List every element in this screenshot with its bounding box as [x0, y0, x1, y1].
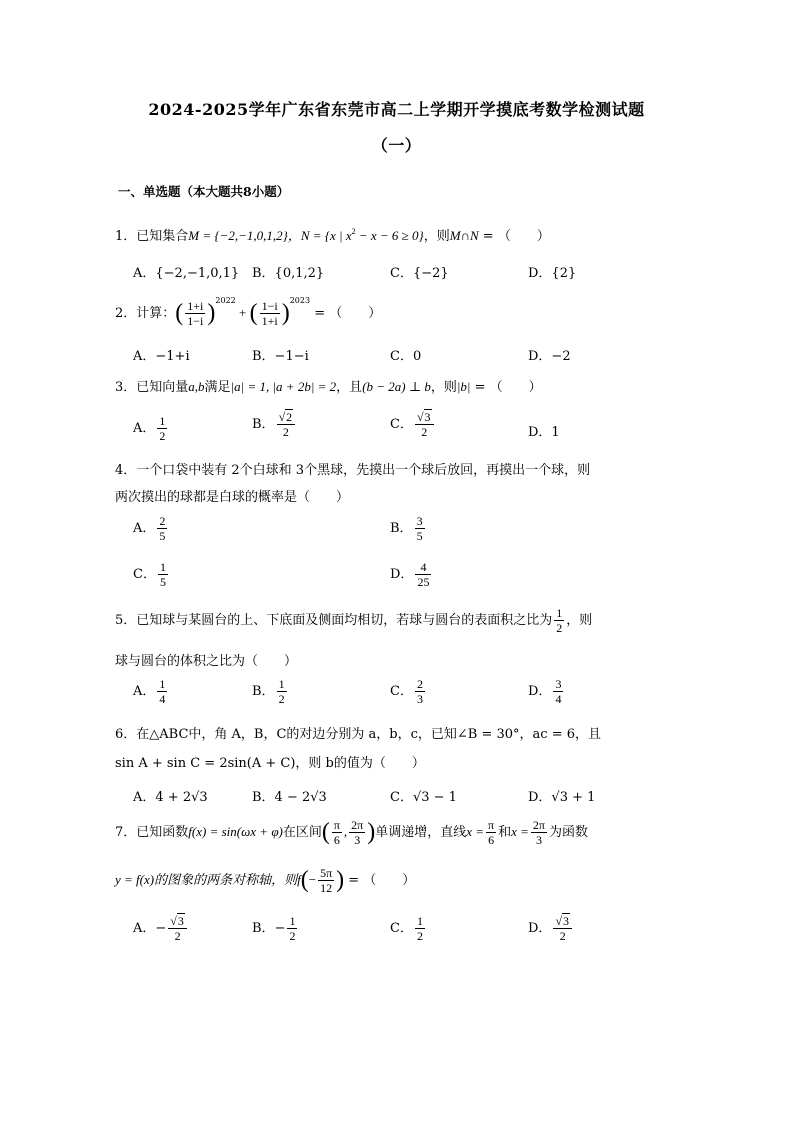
q3-option-d[interactable]: D．1 [528, 425, 560, 440]
q7-option-c[interactable]: C． $\frac{1}{2}$ [390, 914, 423, 943]
question-2: 2．计算：( $\frac{1+i}{1-i}$ )$^{2022}$ + ( $\frac{1-i}{1+i}$ )$^{2023}$ = （ ） [115, 296, 382, 328]
q4-option-a[interactable]: A． $\frac{2}{5}$ [133, 514, 166, 543]
q6-option-a[interactable]: A．4 + 2√3 [133, 790, 208, 805]
q5-option-d[interactable]: D． $\frac{3}{4}$ [528, 677, 562, 706]
page-title: 2024-2025学年广东省东莞市高二上学期开学摸底考数学检测试题 [148, 100, 645, 119]
q6-option-b[interactable]: B．4 − 2√3 [252, 790, 327, 805]
q5-option-a[interactable]: A． $\frac{1}{4}$ [133, 677, 166, 706]
q6-option-c[interactable]: C．√3 − 1 [390, 790, 457, 805]
question-5-line-2: 球与圆台的体积之比为（ ） [115, 654, 298, 669]
question-5-line-1: 5．已知球与某圆台的上、下底面及侧面均相切，若球与圆台的表面积之比为 $\frac{1}{2}$ ，则 [115, 606, 593, 635]
question-7-line-1: 7．已知函数f(x) = sin(ωx + φ)在区间( $\frac{\pi}{6}$ , $\frac{2\pi}{3}$ )单调递增，直线x = $\frac{\pi}{6}$ 和x = $\frac{2\pi}{3}$ 为函数 [115, 818, 588, 847]
q7-option-b[interactable]: B．− $\frac{1}{2}$ [252, 914, 296, 943]
q2-option-a[interactable]: A．−1+i [133, 349, 190, 364]
q3-option-a[interactable]: A． $\frac{1}{2}$ [133, 414, 166, 443]
q7-option-a[interactable]: A．− $\frac{√3}{2}$ [133, 914, 189, 943]
q4-option-c[interactable]: C． $\frac{1}{5}$ [133, 560, 166, 589]
q2-fraction-2: $\frac{1-i}{1+i}$ [261, 299, 278, 328]
page-subtitle: （一） [371, 136, 422, 155]
q3-option-b[interactable]: B． $\frac{√2}{2}$ [252, 410, 297, 439]
question-4-line-1: 4．一个口袋中装有 2个白球和 3个黑球，先摸出一个球后放回，再摸出一个球，则 [115, 463, 591, 478]
question-7-line-2: y = f(x)的图象的两条对称轴，则f(− $\frac{5\pi}{12}$ ) = （ ） [115, 866, 416, 895]
q4-option-b[interactable]: B． $\frac{3}{5}$ [390, 514, 423, 543]
question-3: 3．已知向量a,b满足|a| = 1, |a + 2b| = 2，且(b − 2a) ⊥ b，则|b| = （ ） [115, 379, 542, 395]
q6-option-d[interactable]: D．√3 + 1 [528, 790, 596, 805]
question-1: 1．已知集合M = {−2,−1,0,1,2}，N = {x | $x^2 - x - 6 \ge 0$}，则M∩N = （ ） [115, 227, 550, 244]
question-6-line-2: sin A + sin C = 2sin(A + C)，则 b的值为（ ） [115, 756, 425, 771]
question-4-line-2: 两次摸出的球都是白球的概率是（ ） [115, 490, 350, 505]
q2-option-d[interactable]: D．−2 [528, 349, 571, 364]
q4-option-d[interactable]: D． $\frac{4}{25}$ [390, 560, 430, 589]
q1-option-b[interactable]: B．{0,1,2} [252, 266, 325, 281]
q5-option-b[interactable]: B． $\frac{1}{2}$ [252, 677, 285, 706]
q1-option-a[interactable]: A．{−2,−1,0,1} [133, 266, 240, 281]
section-heading: 一、单选题（本大题共8小题） [118, 184, 290, 199]
q1-option-c[interactable]: C．{−2} [390, 266, 449, 281]
question-6-line-1: 6．在△ABC中，角 A，B，C的对边分别为 a，b，c，已知∠B = 30°，ac = 6，且 [115, 727, 602, 742]
q5-option-c[interactable]: C． $\frac{2}{3}$ [390, 677, 423, 706]
q1-option-d[interactable]: D．{2} [528, 266, 577, 281]
q3-option-c[interactable]: C． $\frac{√3}{2}$ [390, 410, 436, 439]
q7-option-d[interactable]: D． $\frac{√3}{2}$ [528, 914, 574, 943]
q2-option-c[interactable]: C．0 [390, 349, 422, 364]
q2-option-b[interactable]: B．−1−i [252, 349, 309, 364]
q2-fraction-1: $\frac{1+i}{1-i}$ [187, 299, 204, 328]
